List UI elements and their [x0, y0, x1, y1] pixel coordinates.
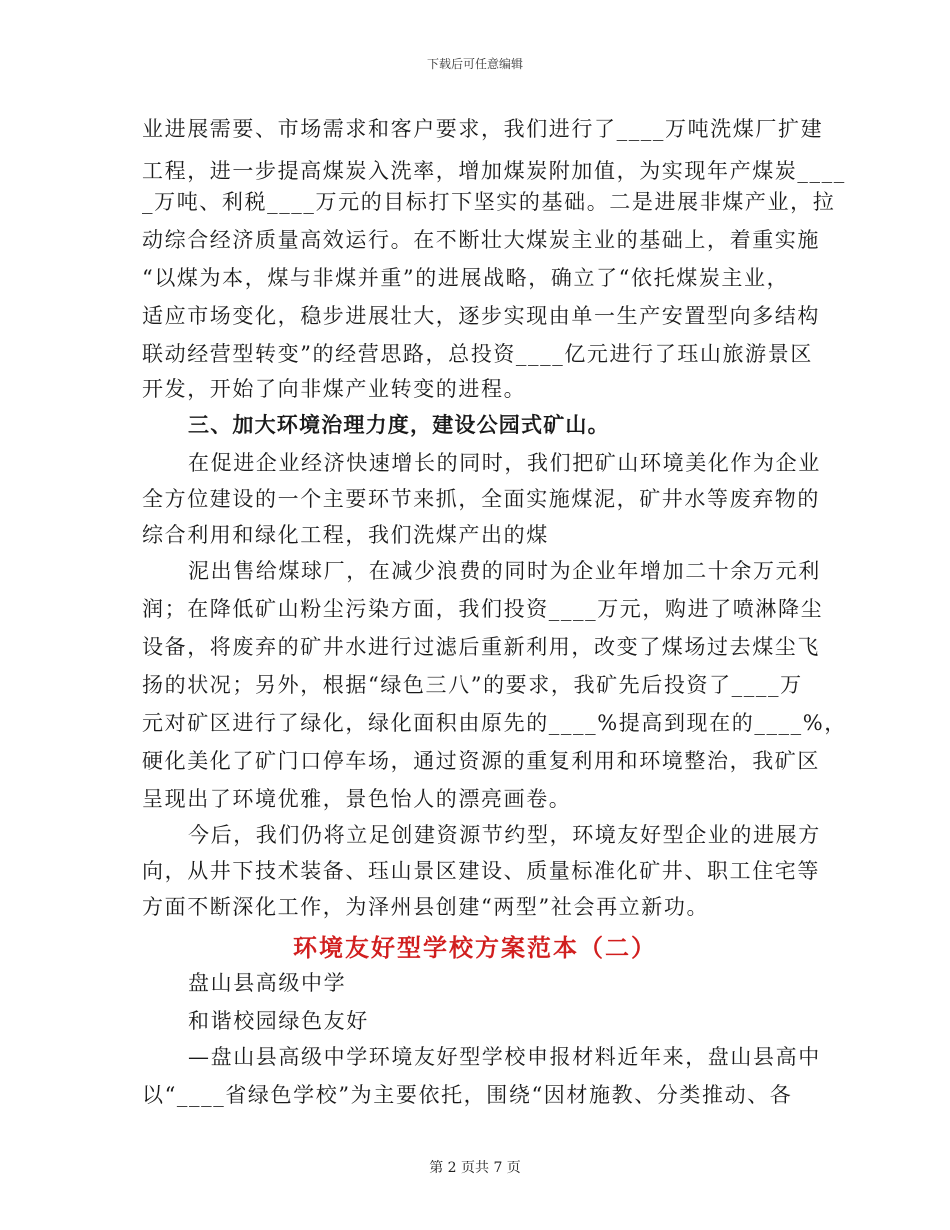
body-line: 以“____省绿色学校”为主要依托，围绕“因材施教、分类推动、各 [142, 1083, 793, 1107]
body-line: 业进展需要、市场需求和客户要求，我们进行了____万吨洗煤厂扩建 [142, 117, 824, 141]
body-line: —盘山县高级中学环境友好型学校申报材料近年来，盘山县高中 [188, 1045, 821, 1069]
section-title: 环境友好型学校方案范本（二） [293, 934, 657, 962]
body-line: 润；在降低矿山粉尘污染方面，我们投资____万元，购进了喷淋降尘 [142, 597, 824, 621]
body-line: 元对矿区进行了绿化，绿化面积由原先的____%提高到现在的____%， [142, 711, 847, 735]
body-line: 今后，我们仍将立足创建资源节约型，环境友好型企业的进展方 [188, 823, 821, 847]
page-header: 下载后可任意编辑 [426, 57, 523, 71]
section-heading: 三、加大环境治理力度，建设公园式矿山。 [188, 413, 610, 437]
body-line: 方面不断深化工作，为泽州县创建“两型”社会再立新功。 [142, 895, 710, 919]
page-footer: 第 2 页共 7 页 [429, 1160, 521, 1176]
body-line: 综合利用和绿化工程，我们洗煤产出的煤 [142, 523, 549, 547]
body-line: 动综合经济质量高效运行。在不断壮大煤炭主业的基础上，着重实施 [142, 228, 820, 252]
body-line: 扬的状况；另外，根据“绿色三八”的要求，我矿先后投资了____万 [142, 673, 803, 697]
body-line: “以煤为本，煤与非煤并重”的进展战略，确立了“依托煤炭主业， [142, 266, 790, 290]
body-line: _万吨、利税____万元的目标打下坚实的基础。二是进展非煤产业，拉 [142, 190, 836, 214]
body-line: 联动经营型转变”的经营思路，总投资____亿元进行了珏山旅游景区 [142, 342, 813, 366]
body-line: 全方位建设的一个主要环节来抓，全面实施煤泥，矿井水等废弃物的 [142, 487, 820, 511]
body-line: 向，从井下技术装备、珏山景区建设、质量标准化矿井、职工住宅等 [142, 859, 820, 883]
body-line: 适应市场变化，稳步进展壮大，逐步实现由单一生产安置型向多结构 [142, 304, 820, 328]
body-line: 盘山县高级中学 [188, 971, 347, 995]
body-line: 工程，进一步提高煤炭入洗率，增加煤炭附加值，为实现年产煤炭____ [142, 159, 846, 183]
body-line: 泥出售给煤球厂，在减少浪费的同时为企业年增加二十余万元利 [188, 559, 821, 583]
body-line: 开发，开始了向非煤产业转变的进程。 [142, 377, 527, 401]
body-line: 呈现出了环境优雅，景色怡人的漂亮画卷。 [142, 787, 572, 811]
body-line: 在促进企业经济快速增长的同时，我们把矿山环境美化作为企业 [188, 451, 821, 475]
body-line: 和谐校园绿色友好 [188, 1009, 369, 1033]
body-line: 设备，将废弃的矿井水进行过滤后重新利用，改变了煤场过去煤尘飞 [142, 635, 820, 659]
body-line: 硬化美化了矿门口停车场，通过资源的重复利用和环境整治，我矿区 [142, 749, 820, 773]
